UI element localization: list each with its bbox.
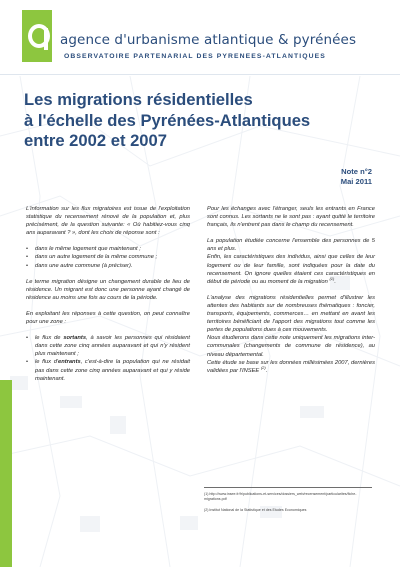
- paragraph: Cette étude se base sur les données millésimées 2007, dernières validées par l'INSEE $^{(2)}$.: [207, 359, 375, 374]
- footnote-2: (2) Institut National de la Statistique et des Etudes Economiques: [204, 508, 307, 512]
- list-item: • le flux de sortants, à savoir les personnes qui résidaient dans cette zone cinq années auparavant et qui n'y résident plus maintenant ;: [26, 334, 190, 358]
- title-line-1: Les migrations résidentielles: [24, 90, 253, 109]
- footnote-ref: (2): [260, 364, 266, 370]
- right-column: [207, 205, 375, 383]
- paragraph: Nous étudierons dans cette note uniquement les migrations inter-communales (changements de commune de résidence), au niveau départemental.: [207, 335, 375, 358]
- agency-logo-icon: [22, 10, 52, 62]
- left-column: [26, 205, 190, 391]
- footnote-1: (1) http://www.insee.fr/fr/publications-et-services/dossiers_web/recensement/particularites/fiche-migrations.pdf: [204, 492, 357, 501]
- paragraph: L'analyse des migrations résidentielles permet d'illustrer les attentes des habitants sur de nombreuses thématiques : foncier, transports, équipements, commerces… en mettant en avant les territoires bénéficiant de l'apport des migrations tout comme les pertes de populations dues à ces mouvements.: [207, 294, 375, 334]
- paragraph: Enfin, les caractéristiques des individus, ainsi que celles de leur logement ou de leur famille, sont indiquées pour la date du recensement. On ignore quelles étaient ces caractéristiques en début de période ou au moment de la migration $^{(1)}$.: [207, 254, 375, 285]
- flux-list: [26, 334, 190, 383]
- note-info: [341, 167, 372, 186]
- observatory-label: OBSERVATOIRE PARTENARIAL DES PYRENEES-ATLANTIQUES: [64, 53, 326, 60]
- list-item: • le flux d'entrants, c'est-à-dire la population qui ne résidait pas dans cette zone cinq années auparavant et qui y réside maintenant.: [26, 358, 190, 382]
- note-number: Note n°2: [341, 167, 372, 176]
- header: [0, 0, 400, 74]
- paragraph: L'information sur les flux migratoires est issue de l'exploitation statistique du recensement rénové de la population et, plus précisément, de la question suivante: « Où habitiez-vous cinq ans auparavant ? », dont les choix de réponse sont :: [26, 206, 190, 237]
- paragraph: En exploitant les réponses à cette question, on peut connaître pour une zone :: [26, 310, 190, 326]
- paragraph: Le terme migration désigne un changement durable de lieu de résidence. Un migrant est donc une personne ayant changé de résidence au moins une fois au cours de la période.: [26, 278, 190, 301]
- note-date: Mai 2011: [340, 176, 372, 186]
- title-line-2: à l'échelle des Pyrénées-Atlantiques: [24, 110, 311, 130]
- agency-name: agence d'urbanisme atlantique & pyrénées: [60, 32, 357, 48]
- footnote-divider: [204, 487, 372, 488]
- response-choices-list: [26, 245, 190, 269]
- paragraph: Pour les échanges avec l'étranger, seuls les entrants en France sont connus. Les sortants ne le sont pas : ayant quitté le territoire français, ils n'entrent pas dans le champ du recensement.: [207, 206, 375, 229]
- list-item: • dans le même logement que maintenant ;: [26, 245, 190, 253]
- footnote-ref: (1): [329, 275, 335, 281]
- document-title: [24, 90, 374, 152]
- header-divider: [0, 74, 400, 75]
- title-line-3: entre 2002 et 2007: [24, 131, 167, 150]
- accent-band: [0, 380, 12, 567]
- list-item: • dans un autre logement de la même commune ;: [26, 253, 190, 261]
- list-item: • dans une autre commune (à préciser).: [26, 262, 190, 270]
- paragraph: La population étudiée concerne l'ensemble des personnes de 5 ans et plus.: [207, 238, 375, 253]
